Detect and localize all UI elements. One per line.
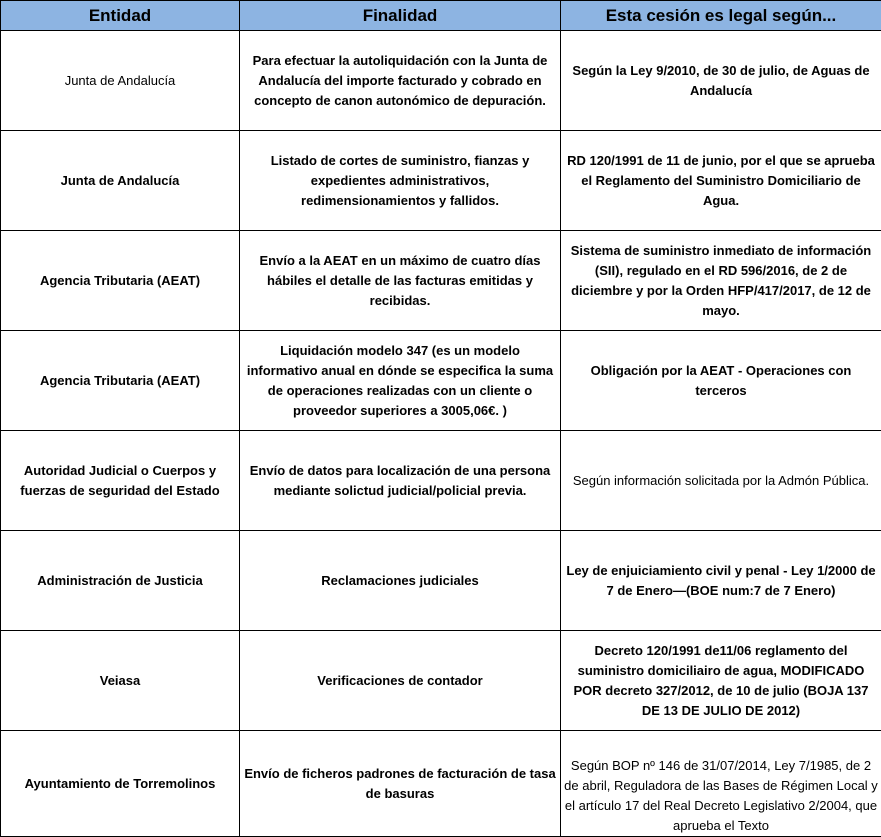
cell-finalidad: Liquidación modelo 347 (es un modelo informativo anual en dónde se especifica la suma de operaciones realizadas con un cliente o proveedor superiores a 3005,06€. ) (240, 331, 561, 431)
cell-legal: Obligación por la AEAT - Operaciones con terceros (561, 331, 881, 431)
header-row (1, 1, 881, 31)
cell-entidad: Agencia Tributaria (AEAT) (1, 331, 240, 431)
table-row (1, 231, 881, 331)
cell-finalidad: Envío de ficheros padrones de facturación de tasa de basuras (240, 731, 561, 837)
cell-legal: Según información solicitada por la Admón Pública. (561, 431, 881, 531)
cell-entidad: Veiasa (1, 631, 240, 731)
cell-entidad: Administración de Justicia (1, 531, 240, 631)
cell-finalidad: Listado de cortes de suministro, fianzas y expedientes administrativos, redimensionamientos y fallidos. (240, 131, 561, 231)
table-row (1, 531, 881, 631)
cell-entidad: Agencia Tributaria (AEAT) (1, 231, 240, 331)
table-row (1, 431, 881, 531)
cell-legal: RD 120/1991 de 11 de junio, por el que se aprueba el Reglamento del Suministro Domiciliario de Agua. (561, 131, 881, 231)
cell-finalidad: Envío de datos para localización de una persona mediante solictud judicial/policial previa. (240, 431, 561, 531)
cell-finalidad: Para efectuar la autoliquidación con la Junta de Andalucía del importe facturado y cobrado en concepto de canon autonómico de depuración. (240, 31, 561, 131)
table-row (1, 131, 881, 231)
cell-entidad: Junta de Andalucía (1, 131, 240, 231)
cell-legal: Según la Ley 9/2010, de 30 de julio, de Aguas de Andalucía (561, 31, 881, 131)
cell-finalidad: Verificaciones de contador (240, 631, 561, 731)
header-legal: Esta cesión es legal según... (561, 1, 881, 31)
cell-entidad: Junta de Andalucía (1, 31, 240, 131)
header-entidad: Entidad (1, 1, 240, 31)
cell-legal: Según BOP nº 146 de 31/07/2014, Ley 7/1985, de 2 de abril, Reguladora de las Bases de Régimen Local y el artículo 17 del Real Decreto Legislativo 2/2004, que aprueba el Texto (561, 731, 881, 837)
table-row (1, 631, 881, 731)
cell-legal: Decreto 120/1991 de11/06 reglamento del suministro domiciliairo de agua, MODIFICADO POR decreto 327/2012, de 10 de julio (BOJA 137 DE 13 DE JULIO DE 2012) (561, 631, 881, 731)
header-finalidad: Finalidad (240, 1, 561, 31)
table-row (1, 331, 881, 431)
cell-entidad: Autoridad Judicial o Cuerpos y fuerzas de seguridad del Estado (1, 431, 240, 531)
table-row (1, 31, 881, 131)
cell-legal: Ley de enjuiciamiento civil y penal - Ley 1/2000 de 7 de Enero—(BOE num:7 de 7 Enero) (561, 531, 881, 631)
cell-entidad: Ayuntamiento de Torremolinos (1, 731, 240, 837)
table-row (1, 731, 881, 837)
cell-finalidad: Reclamaciones judiciales (240, 531, 561, 631)
cell-legal: Sistema de suministro inmediato de información (SII), regulado en el RD 596/2016, de 2 de diciembre y por la Orden HFP/417/2017, de 12 de mayo. (561, 231, 881, 331)
cell-finalidad: Envío a la AEAT en un máximo de cuatro días hábiles el detalle de las facturas emitidas y recibidas. (240, 231, 561, 331)
